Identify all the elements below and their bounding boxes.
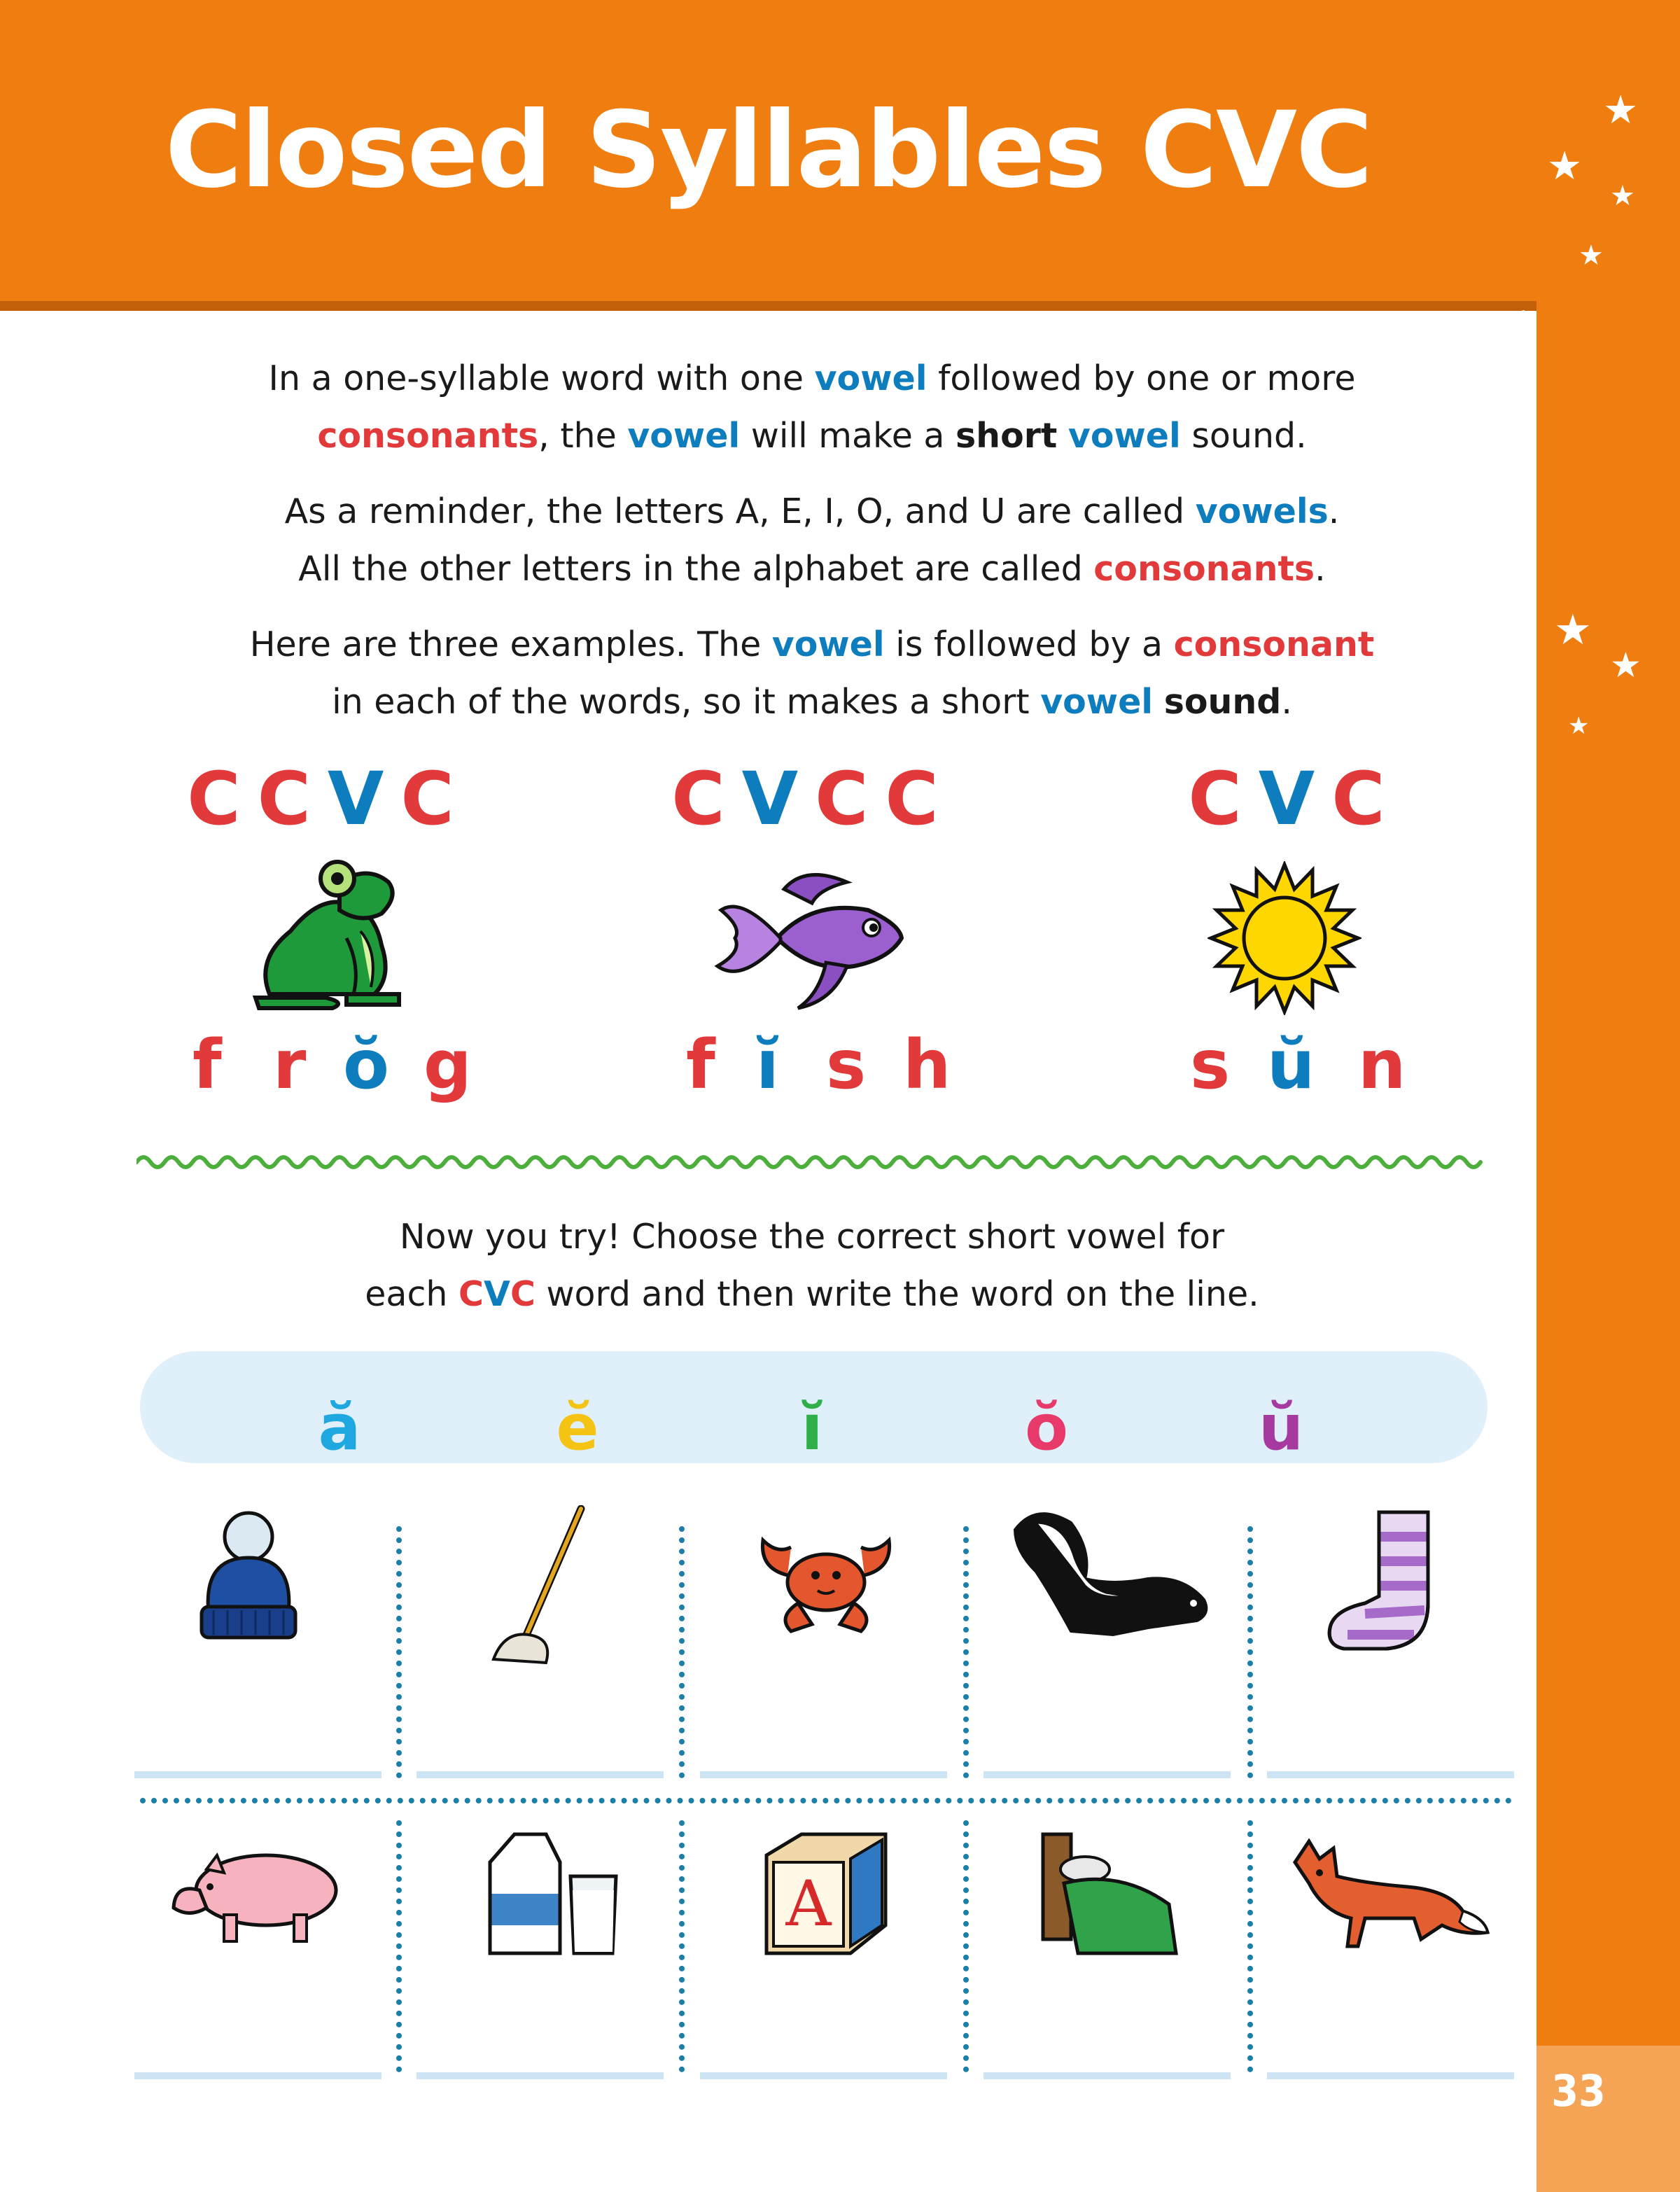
grid-divider (679, 1820, 690, 2072)
header-shadow (0, 301, 1536, 311)
skunk-icon (1008, 1509, 1218, 1649)
milk-icon (483, 1827, 623, 1960)
hat-icon (196, 1509, 301, 1649)
page-number: 33 (1551, 2065, 1606, 2116)
star-icon: ★ (1578, 239, 1604, 272)
practice-instructions: Now you try! Choose the correct short vowel for each CVC word and then write the word on the line. (365, 1217, 1259, 1314)
answer-line[interactable] (416, 2072, 664, 2079)
answer-line[interactable] (983, 2072, 1231, 2079)
frog-icon (241, 854, 410, 1015)
grid-divider (396, 1526, 407, 1778)
side-band (1536, 0, 1680, 2192)
pattern-cvcc: CVCC (671, 756, 955, 842)
grid-divider (679, 1526, 690, 1778)
answer-line[interactable] (134, 2072, 382, 2079)
mop-icon (490, 1505, 595, 1666)
sun-icon (1208, 861, 1362, 1015)
star-icon: ★ (1610, 645, 1642, 685)
vowel-short-e: ĕ (556, 1391, 599, 1465)
grid-divider (963, 1526, 974, 1778)
answer-line[interactable] (1267, 2072, 1514, 2079)
answer-line[interactable] (1267, 1771, 1514, 1778)
pig-icon (168, 1841, 350, 1946)
vowel-short-u: ŭ (1258, 1391, 1304, 1465)
grid-divider (963, 1820, 974, 2072)
intro-paragraph-2: As a reminder, the letters A, E, I, O, and U are called vowels. All the other letters in the alphabet are called consonants. (284, 491, 1340, 589)
grid-divider-row (140, 1798, 1512, 1809)
intro-paragraph-3: Here are three examples. The vowel is followed by a consonant in each of the words, so it makes a short vowel sound. (249, 624, 1375, 722)
star-icon: ★ (1610, 180, 1635, 212)
star-icon: ★ (1547, 144, 1583, 189)
star-icon: ★ (1603, 88, 1639, 133)
vowel-short-i: ĭ (801, 1391, 823, 1465)
star-icon: ★ (1568, 712, 1590, 740)
grid-divider (1247, 1526, 1259, 1778)
star-icon: ★ (1554, 606, 1592, 655)
fox-icon (1281, 1834, 1491, 1953)
bed-icon (1036, 1827, 1183, 1960)
crab-icon (749, 1526, 903, 1638)
pattern-cvc: CVC (1188, 756, 1402, 842)
section-label: WORDS (1476, 308, 1534, 532)
grid-divider (396, 1820, 407, 2072)
page-title: Closed Syllables CVC (164, 90, 1372, 211)
sock-icon (1323, 1505, 1449, 1659)
answer-line[interactable] (983, 1771, 1231, 1778)
intro-paragraph-1: In a one-syllable word with one vowel followed by one or more consonants, the vowel will make a short vowel sound. (268, 358, 1356, 456)
grid-divider (1247, 1820, 1259, 2072)
answer-line[interactable] (700, 1771, 947, 1778)
wavy-divider (136, 1148, 1484, 1176)
answer-line[interactable] (700, 2072, 947, 2079)
answer-line[interactable] (416, 1771, 664, 1778)
svg-text:A: A (785, 1867, 832, 1941)
answer-line[interactable] (134, 1771, 382, 1778)
fish-icon (714, 861, 910, 1015)
vowel-short-a: ă (318, 1391, 361, 1465)
vowel-short-o: ŏ (1025, 1391, 1068, 1465)
pattern-ccvc: CCVC (187, 756, 471, 842)
block-icon (760, 1827, 892, 1960)
